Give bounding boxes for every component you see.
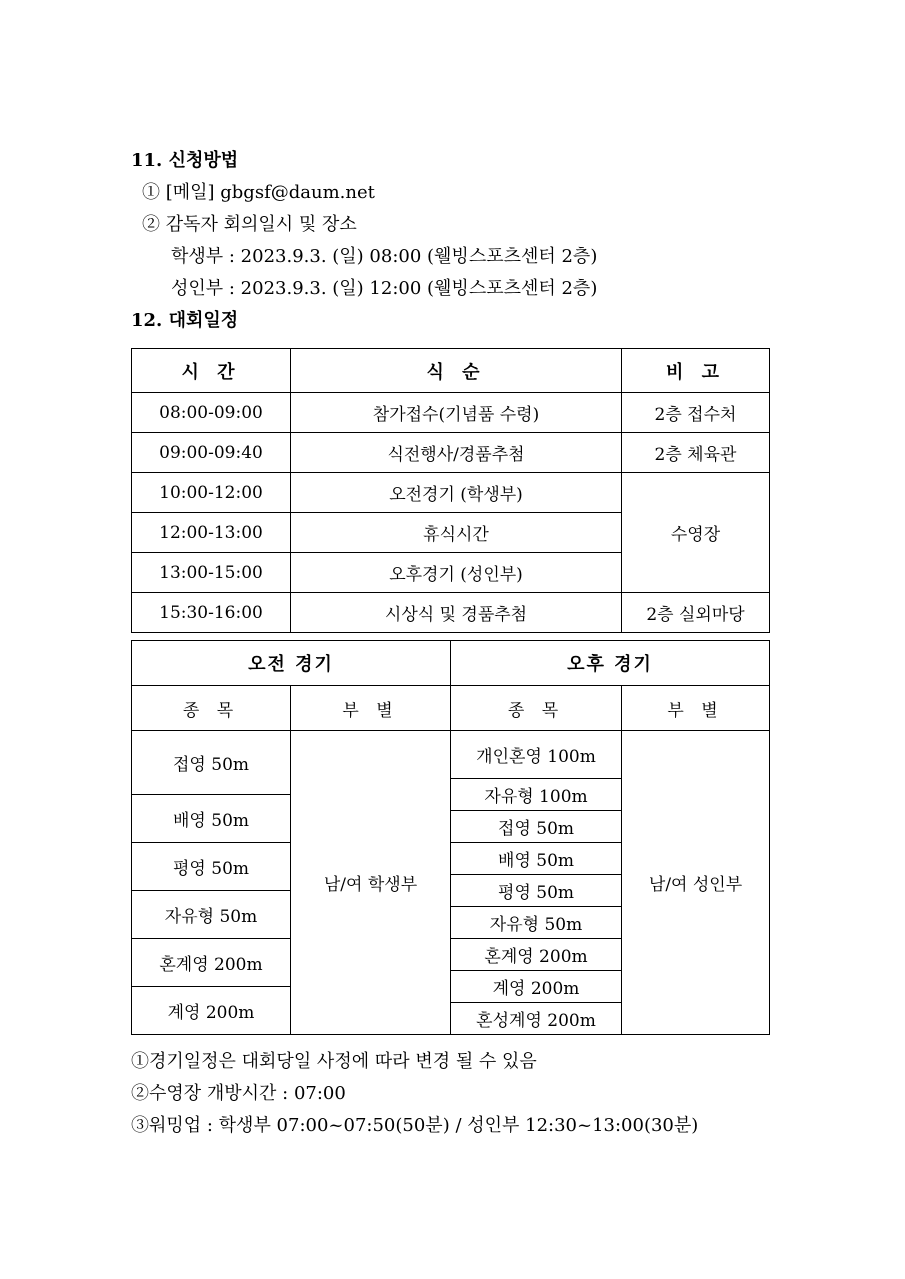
schedule-header-event: 식 순 bbox=[291, 349, 622, 393]
schedule-time: 08:00-09:00 bbox=[132, 393, 291, 433]
am-col-division: 부 별 bbox=[291, 686, 451, 731]
schedule-note: 2층 접수처 bbox=[622, 393, 770, 433]
pm-event-item: 평영 50m bbox=[451, 875, 622, 907]
note-warmup: ③워밍업 : 학생부 07:00~07:50(50분) / 성인부 12:30~13:00(30분) bbox=[131, 1115, 699, 1136]
schedule-table bbox=[131, 348, 770, 633]
section-12-heading: 12. 대회일정 bbox=[131, 310, 239, 331]
schedule-header-time: 시 간 bbox=[132, 349, 291, 393]
am-events-title: 오전 경기 bbox=[132, 641, 451, 686]
events-table bbox=[131, 640, 770, 1035]
schedule-event: 참가접수(기념품 수령) bbox=[291, 393, 622, 433]
schedule-time: 12:00-13:00 bbox=[132, 513, 291, 553]
am-event-item: 자유형 50m bbox=[132, 891, 291, 939]
schedule-event: 식전행사/경품추첨 bbox=[291, 433, 622, 473]
meeting-adult: 성인부 : 2023.9.3. (일) 12:00 (웰빙스포츠센터 2층) bbox=[171, 278, 598, 299]
pm-event-item: 혼성계영 200m bbox=[451, 1003, 622, 1035]
schedule-event: 휴식시간 bbox=[291, 513, 622, 553]
meeting-student: 학생부 : 2023.9.3. (일) 08:00 (웰빙스포츠센터 2층) bbox=[171, 246, 598, 267]
schedule-note: 2층 실외마당 bbox=[622, 593, 770, 633]
meeting-title: ② 감독자 회의일시 및 장소 bbox=[142, 214, 357, 235]
table-row bbox=[132, 593, 770, 633]
table-row bbox=[132, 473, 770, 513]
pm-division: 남/여 성인부 bbox=[622, 731, 770, 1035]
pm-event-item: 접영 50m bbox=[451, 811, 622, 843]
schedule-event: 시상식 및 경품추첨 bbox=[291, 593, 622, 633]
pm-event-item: 배영 50m bbox=[451, 843, 622, 875]
pm-events-title: 오후 경기 bbox=[451, 641, 770, 686]
schedule-time: 13:00-15:00 bbox=[132, 553, 291, 593]
schedule-note: 2층 체육관 bbox=[622, 433, 770, 473]
note-pool-open: ②수영장 개방시간 : 07:00 bbox=[131, 1083, 346, 1104]
table-row bbox=[132, 433, 770, 473]
am-event-item: 혼계영 200m bbox=[132, 939, 291, 987]
am-col-event: 종 목 bbox=[132, 686, 291, 731]
note-schedule-change: ①경기일정은 대회당일 사정에 따라 변경 될 수 있음 bbox=[131, 1051, 537, 1072]
schedule-event: 오전경기 (학생부) bbox=[291, 473, 622, 513]
am-division: 남/여 학생부 bbox=[291, 731, 451, 1035]
section-11-heading: 11. 신청방법 bbox=[131, 150, 239, 171]
pm-event-item: 계영 200m bbox=[451, 971, 622, 1003]
schedule-header-note: 비 고 bbox=[622, 349, 770, 393]
am-event-item: 접영 50m bbox=[132, 731, 291, 795]
table-row bbox=[132, 393, 770, 433]
schedule-time: 09:00-09:40 bbox=[132, 433, 291, 473]
apply-email: ① [메일] gbgsf@daum.net bbox=[142, 182, 375, 203]
schedule-time: 15:30-16:00 bbox=[132, 593, 291, 633]
am-event-item: 계영 200m bbox=[132, 987, 291, 1035]
pm-col-event: 종 목 bbox=[451, 686, 622, 731]
pm-event-item: 개인혼영 100m bbox=[451, 731, 622, 779]
am-event-item: 평영 50m bbox=[132, 843, 291, 891]
schedule-note: 수영장 bbox=[622, 473, 770, 593]
schedule-event: 오후경기 (성인부) bbox=[291, 553, 622, 593]
schedule-time: 10:00-12:00 bbox=[132, 473, 291, 513]
pm-event-item: 자유형 50m bbox=[451, 907, 622, 939]
pm-event-item: 자유형 100m bbox=[451, 779, 622, 811]
am-event-item: 배영 50m bbox=[132, 795, 291, 843]
pm-event-item: 혼계영 200m bbox=[451, 939, 622, 971]
pm-col-division: 부 별 bbox=[622, 686, 770, 731]
